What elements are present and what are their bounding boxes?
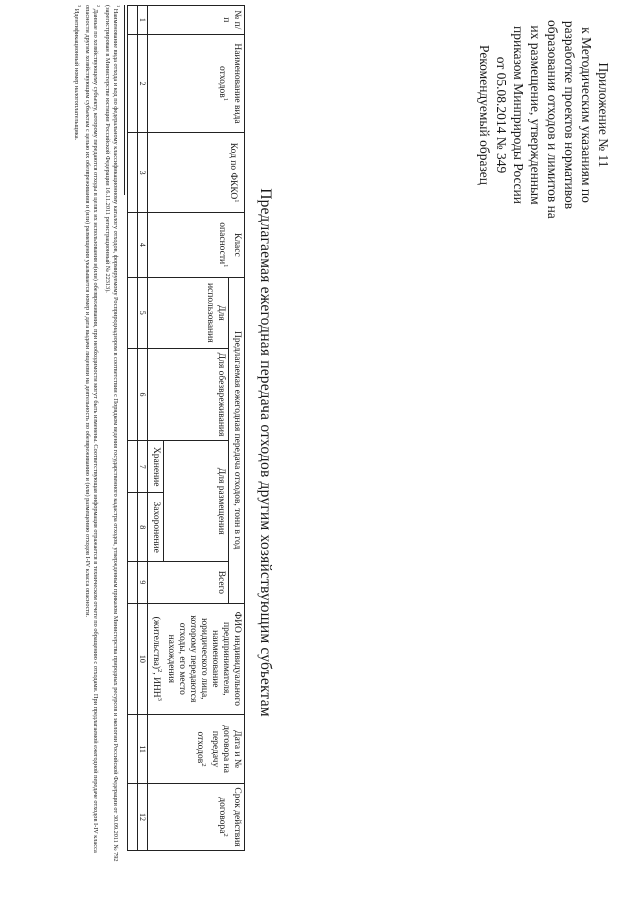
- col-number: 11: [137, 715, 147, 784]
- col-number: 7: [137, 441, 147, 493]
- col-number: 4: [137, 212, 147, 277]
- footnote-3: $^3$ Идентификационный номер налогоплательщика.: [72, 5, 82, 141]
- header-total: Всего: [147, 562, 228, 603]
- footnote-rule: [124, 5, 125, 195]
- header-contract: Дата и № договора на передачу отходов$^2$: [147, 715, 244, 784]
- appendix-line: приказом Минприроды России: [511, 26, 526, 204]
- col-number: 3: [137, 133, 147, 213]
- appendix-line: их размещение, утвержденным: [528, 25, 543, 205]
- footnote-2: $^2$ Данные по хозяйствующему субъекту, которому передаются отходы в целях их использования и(или) обезвреживания, при необходимости могут быть изменены. Соответствующая информация отражается в техническом отчете по обращению с отходами. При предлагаемой ежегодной передаче отходов I-IV класса опасности другим хозяйствующим субъектам с целью их обезвреживания и (или) размещения указывается номер и дата выдачи лицензии на деятельность по обезвреживанию и (или) размещению отходов I-IV класса опасности.: [84, 5, 102, 853]
- header-recipient: ФИО индивидуального предпринимателя, наименование юридического лица, которому передаются отходы, его место нахождения (жительства)$^2$, ИНН$^3$: [147, 603, 244, 714]
- col-number: 1: [137, 6, 147, 35]
- col-number: 6: [137, 348, 147, 440]
- appendix-line: Рекомендуемый образец: [477, 44, 492, 185]
- col-number: 12: [137, 784, 147, 851]
- header-storage: Хранение: [147, 441, 163, 493]
- appendix-line: образования отходов и лимитов на: [545, 20, 560, 219]
- header-fkko: Код по ФККО$^1$: [147, 133, 244, 213]
- header-waste-name: Наименование вида отходов$^1$: [147, 34, 244, 133]
- appendix-header: [476, 20, 612, 219]
- footnote-1: $^1$ Наименование вида отхода и код по федеральному классификационному каталогу отходов, формируемому Росприроднадзором в соответствии с Порядком ведения государственного кадастра отходов, утвержденным приказом Министерства природных ресурсов и экологии Российской Федерации от 30.09.2011 № 792 (зарегистрирован в Министерстве юстиции Российской Федерации 16.11.2011 регистрационный № 22313).: [103, 5, 121, 862]
- column-number-row: [137, 6, 147, 851]
- col-number: 10: [137, 603, 147, 714]
- transfer-table: [127, 5, 245, 851]
- header-neutralization: Для обезвреживания: [147, 348, 228, 440]
- header-placement-group: Для размещения: [163, 441, 228, 562]
- empty-row: [127, 6, 137, 851]
- appendix-line: к Методическим указаниям по: [579, 27, 594, 203]
- col-number: 8: [137, 493, 147, 562]
- header-term: Срок действия договора$^2$: [147, 784, 244, 851]
- col-number: 9: [137, 562, 147, 603]
- header-hazard-class: Класс опасности$^1$: [147, 212, 244, 277]
- appendix-line: разработке проектов нормативов: [562, 20, 577, 210]
- footnotes: [72, 5, 125, 875]
- appendix-line: от 05.08.2014 № 349: [494, 56, 509, 174]
- col-number: 5: [137, 277, 147, 348]
- header-transfer-group: Предлагаемая ежегодная передача отходов, тонн в год: [229, 277, 245, 603]
- col-number: 2: [137, 34, 147, 133]
- header-no: № п/п: [147, 6, 244, 35]
- header-burial: Захоронение: [147, 493, 163, 562]
- document-title: Предлагаемая ежегодная передача отходов другим хозяйствующим субъектам: [257, 188, 274, 717]
- appendix-line: Приложение № 11: [596, 62, 611, 168]
- header-use: Для использования: [147, 277, 228, 348]
